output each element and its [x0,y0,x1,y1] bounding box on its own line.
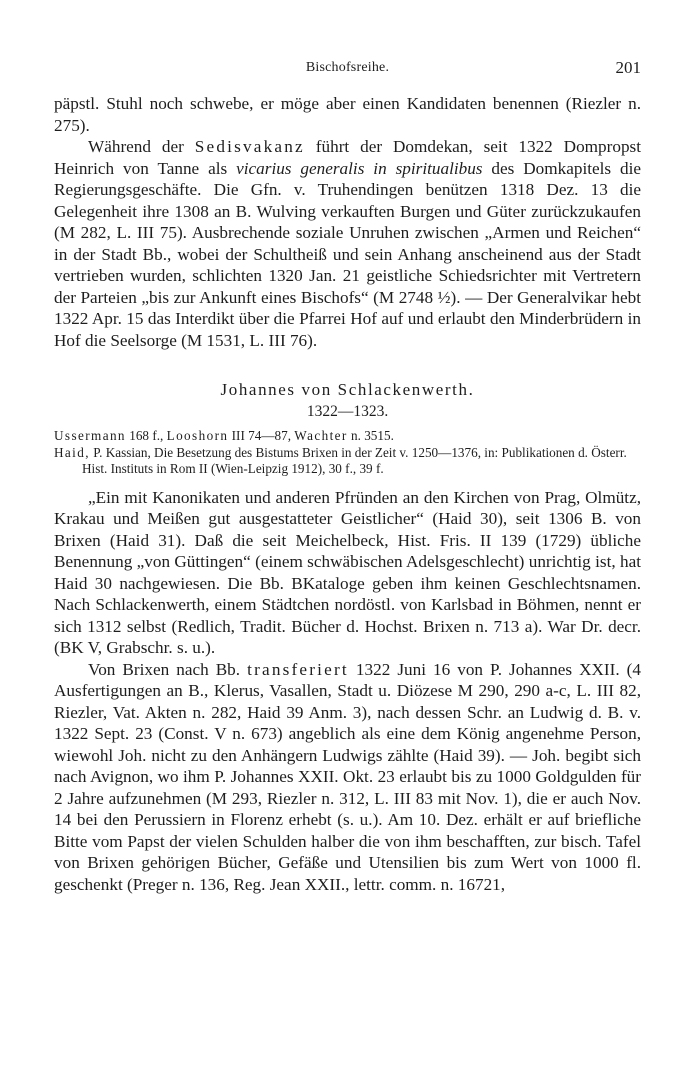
section-years: 1322—1323. [306,403,389,420]
lit-author: Haid, [54,444,90,460]
paragraph-sedisvakanz-middle: führt der Domdekan, seit 1322 Dompropst Heinrich von Tanne als [54,137,642,178]
lit-text: P. Kassian, Die Besetzung des Bistums Brixen in der Zeit v. 1250—1376, in: Publikationen d. Österr. Hist. Instituts in Rom II (Wien-Leipzig 1912), 30 f., 39 f. [82,444,627,476]
italic-term-vicarius: vicarius generalis in spiritualibus [236,158,483,178]
paragraph-sedisvakanz-lead: Während der [88,137,195,156]
lit-author: Looshorn [166,428,229,443]
paragraph-transfer-rest: 1322 Juni 16 von P. Johannes XXII. (4 Ausfertigungen an B., Klerus, Vasallen, Stadt u. Diözese M 290, 290 a-c, L. III 82, Riezler, Vat. Akten n. 282, Haid 39 Anm. 3), nach dessen Schr. an Ludwig d. B. v. 1322 Sept. 23 (Const. V n. 673) angeblich als eine dem König angenehme Person, wiewohl Joh. nicht zu den Anhängern Ludwigs zählte (Haid 39). — Joh. begibt sich nach Avignon, wo ihm P. Johannes XXII. Okt. 23 erlaubt bis zu 1000 Goldgulden für 2 Jahre aufzunehmen (M 293, Riezler n. 312, L. III 83 mit Nov. 1), die er auch Nov. 14 bei den Perussiern in Florenz erhebt (s. u.). Am 10. Dez. erhält er auf briefliche Bitte vom Papst der vielen Schulden halber die von ihm beschafften, zur bisch. Tafel von Brixen gehörigen Bücher, Gefäße und Utensilien bis zum Wert von 1000 fl. geschenkt (Preger n. 136, Reg. Jean XXII., lettr. comm. n. 16721, [54,659,641,894]
lit-author: Ussermann [54,428,126,443]
page-number: 201 [615,58,641,77]
running-head: Bischofsreihe. [305,60,390,75]
literature-entry [54,445,641,478]
page-header [54,60,641,84]
lit-text: III 74—87, [228,428,295,443]
paragraph-transfer-lead: Von Brixen nach Bb. [88,659,248,679]
lit-text: 168 f., [125,428,167,443]
paragraph-biography: „Ein mit Kanonikaten und anderen Pfründen an den Kirchen von Prag, Olmütz, Krakau und Meißen gut ausgestatteter Geistlicher“ (Haid 30), seit 1306 B. von Brixen (Haid 31). Daß die seit Meichelbeck, Hist. Fris. II 139 (1729) übliche Benennung „von Güttingen“ (einem schwäbischen Adelsgeschlecht) unrichtig ist, hat Haid 30 nachgewiesen. Die Bb. BKataloge geben ihm keinen Geschlechtsnamen. Nach Schlackenwerth, einem Städtchen nordöstl. von Karlsbad in Böhmen, nennt er sich 1312 selbst (Redlich, Tradit. Bücher d. Hochst. Brixen n. 713 a). War Dr. decr. (BK V, Grabschr. s. u.). [54,487,641,657]
paragraph-sedisvakanz [54,136,641,351]
literature-entry [54,428,641,445]
paragraph-transfer [54,659,641,896]
paragraph-continuation: päpstl. Stuhl noch schwebe, er möge aber einen Kandidaten benennen (Riezler n. 275). [54,94,641,135]
spaced-term-sedisvakanz: Sedisvakanz [194,137,305,156]
literature-block [54,428,641,478]
body-text [54,93,641,895]
lit-author: Wachter [294,428,348,443]
lit-text: n. 3515. [347,428,394,443]
paragraph-sedisvakanz-rest: des Domkapitels die Regierungsgeschäfte. Die Gfn. v. Truhendingen benützen 1318 Dez. 13 die Gelegenheit ihre 1308 an B. Wulving verkauften Burgen und Güter zurückzukaufen (M 282, L. III 75). Ausbrechende soziale Unruhen zwischen „Armen und Reichen“ in der Stadt Bb., wobei der Schultheiß und sein Anhang anscheinend aus der Stadt vertrieben wurden, schlichten 1320 Jan. 21 geistliche Schiedsrichter mit Vertretern der Parteien „bis zur Ankunft eines Bischofs“ (M 2748 ½). — Der Generalvikar hebt 1322 Apr. 15 das Interdikt über die Pfarrei Hof auf und erlaubt den Minderbrüdern in Hof die Seelsorge (M 1531, L. III 76). [54,158,642,350]
spaced-term-transferiert: transferiert [247,659,349,679]
section-title: Johannes von Schlackenwerth. [220,380,475,399]
